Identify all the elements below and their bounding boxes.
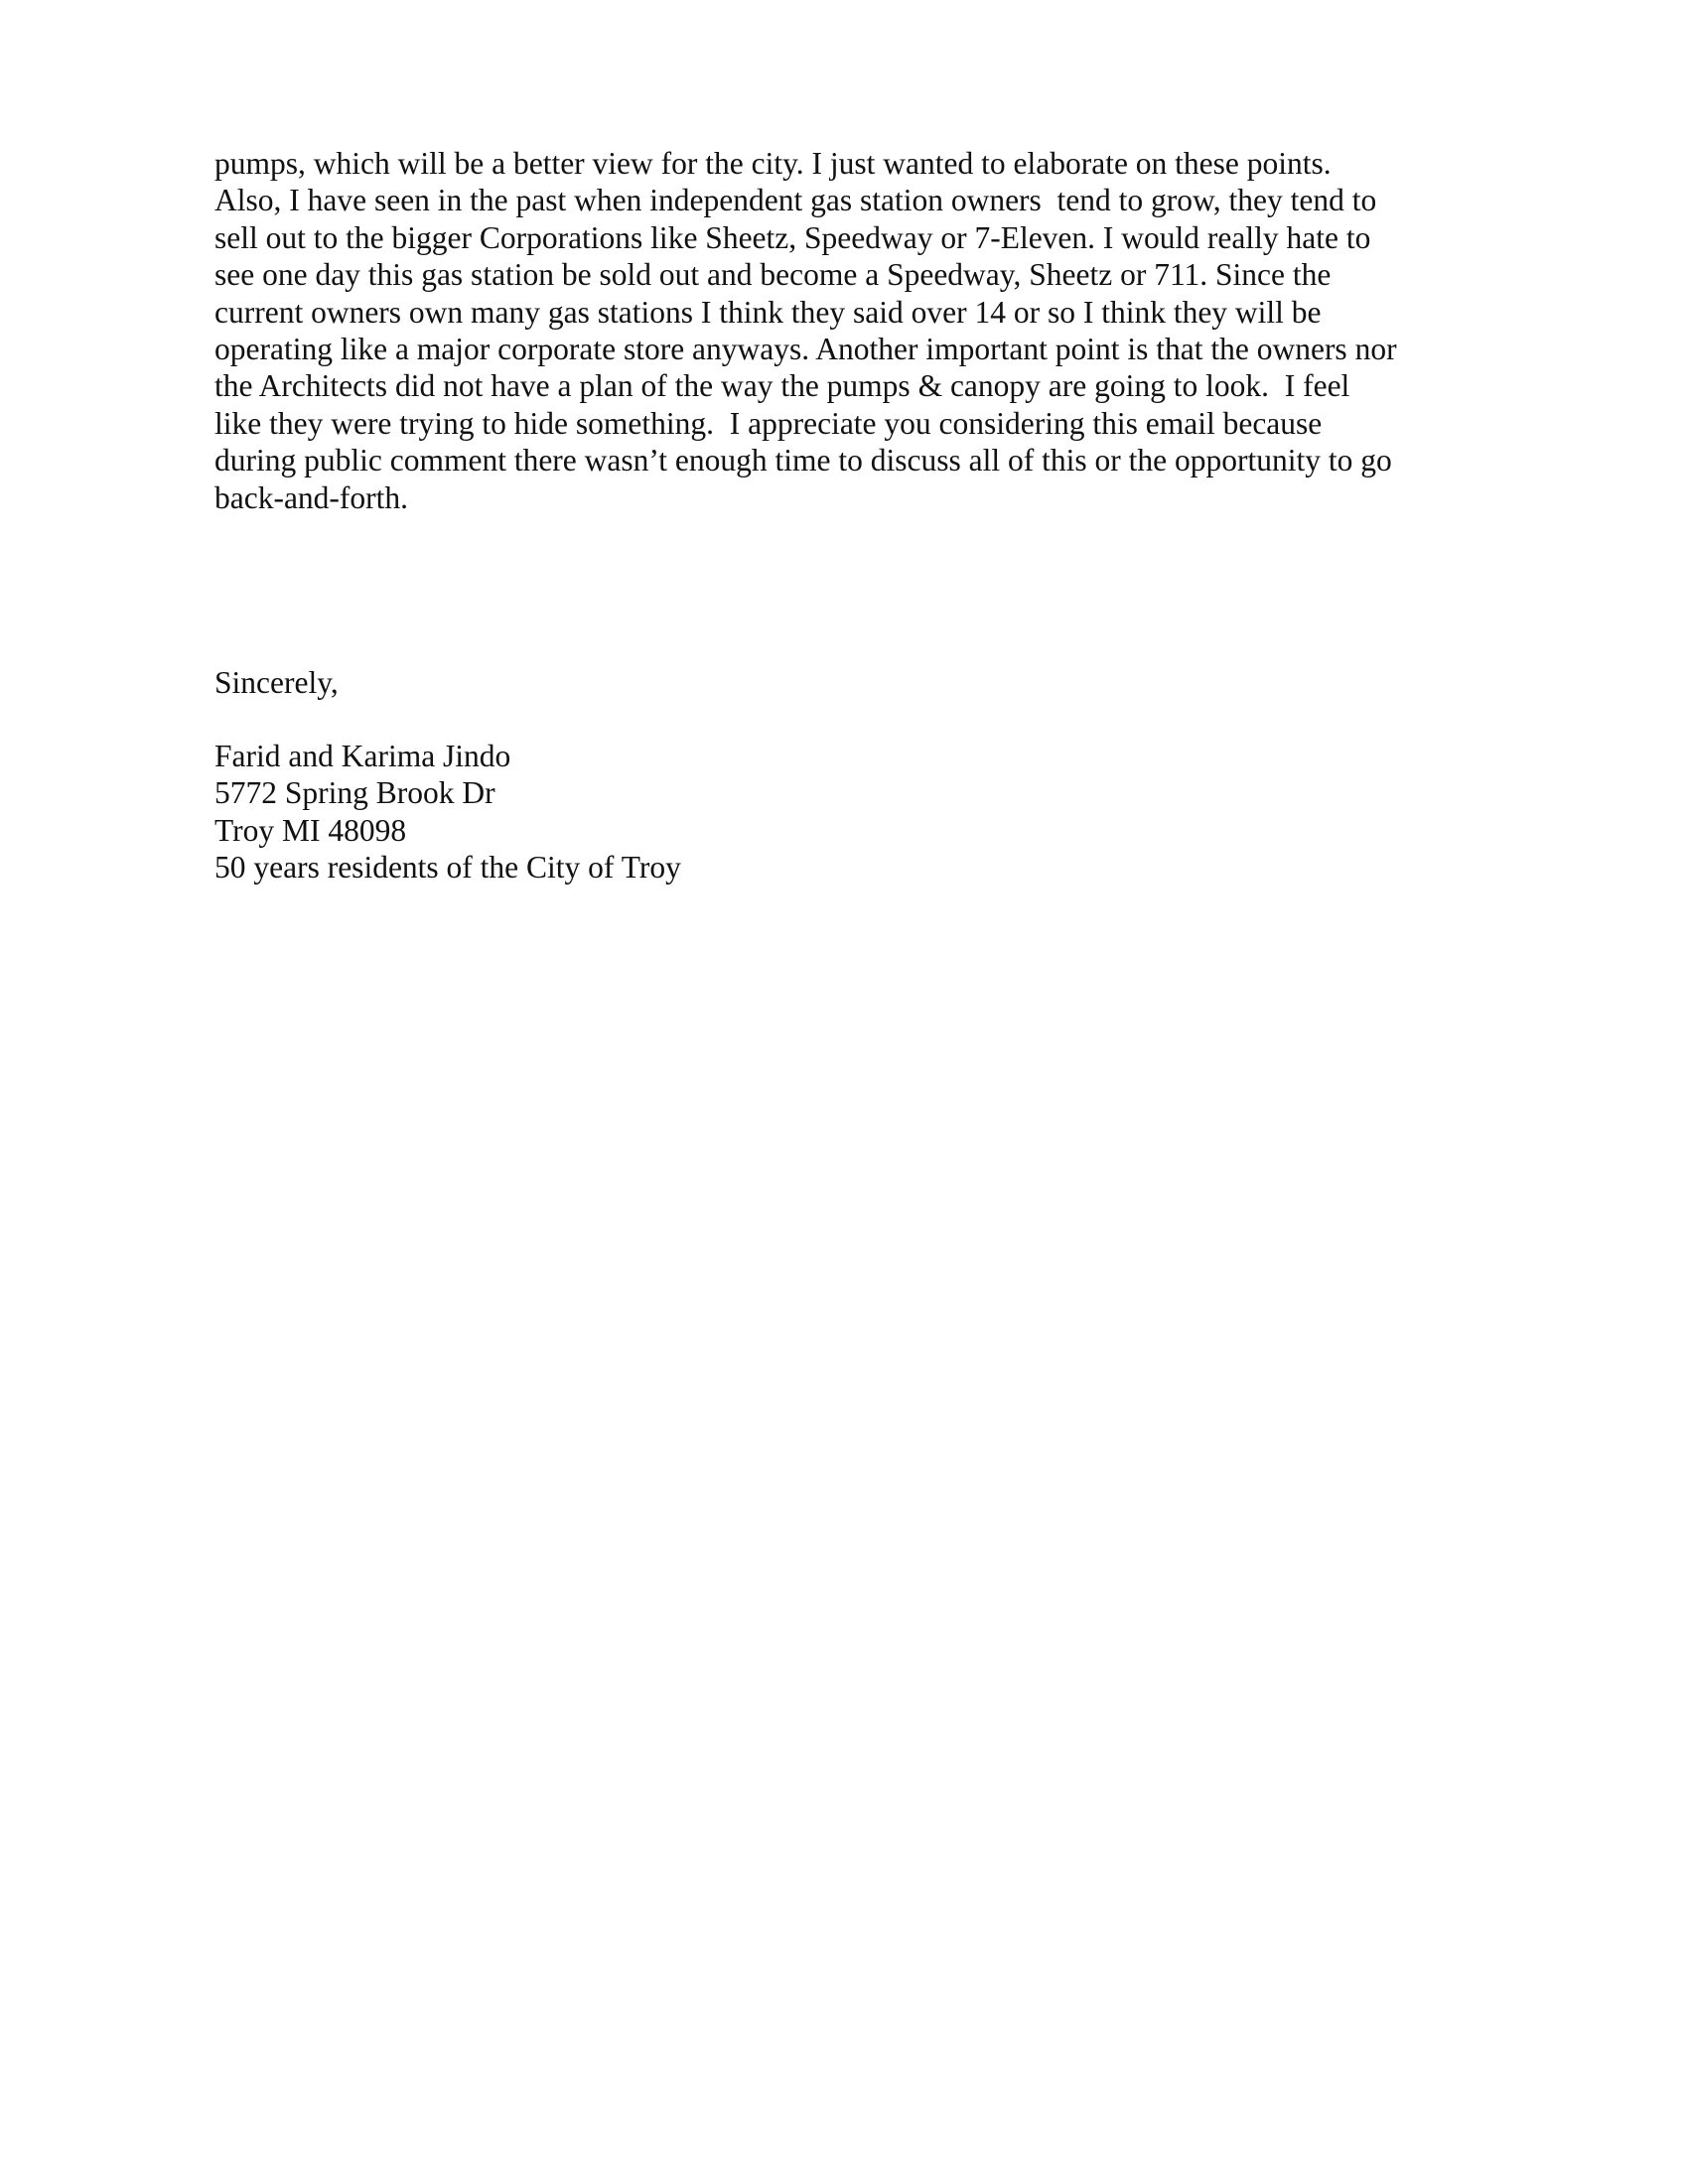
body-line: current owners own many gas stations I think they said over 14 or so I think they will be [214,294,1322,330]
signature-block [214,738,681,887]
body-line: during public comment there wasn’t enough time to discuss all of this or the opportunity to go [214,443,1392,478]
body-line: operating like a major corporate store anyways. Another important point is that the owners nor [214,332,1397,367]
signature-street: 5772 Spring Brook Dr [214,775,495,811]
body-line: the Architects did not have a plan of the way the pumps & canopy are going to look. I feel [214,368,1350,404]
letter-closing: Sincerely, [214,665,339,700]
body-line: Also, I have seen in the past when independent gas station owners tend to grow, they tend to [214,183,1377,218]
signature-names: Farid and Karima Jindo [214,739,511,773]
letter-body [214,145,1495,516]
body-line: see one day this gas station be sold out and become a Speedway, Sheetz or 711. Since the [214,257,1332,293]
body-line: pumps, which will be a better view for the city. I just wanted to elaborate on these points. [214,146,1332,181]
body-line: sell out to the bigger Corporations like Sheetz, Speedway or 7-Eleven. I would really hate to [214,219,1371,255]
signature-city-state-zip: Troy MI 48098 [214,812,407,848]
signature-residency-note: 50 years residents of the City of Troy [214,850,681,886]
body-line: like they were trying to hide something. I appreciate you considering this email because [214,405,1323,441]
body-line: back-and-forth. [214,479,409,515]
